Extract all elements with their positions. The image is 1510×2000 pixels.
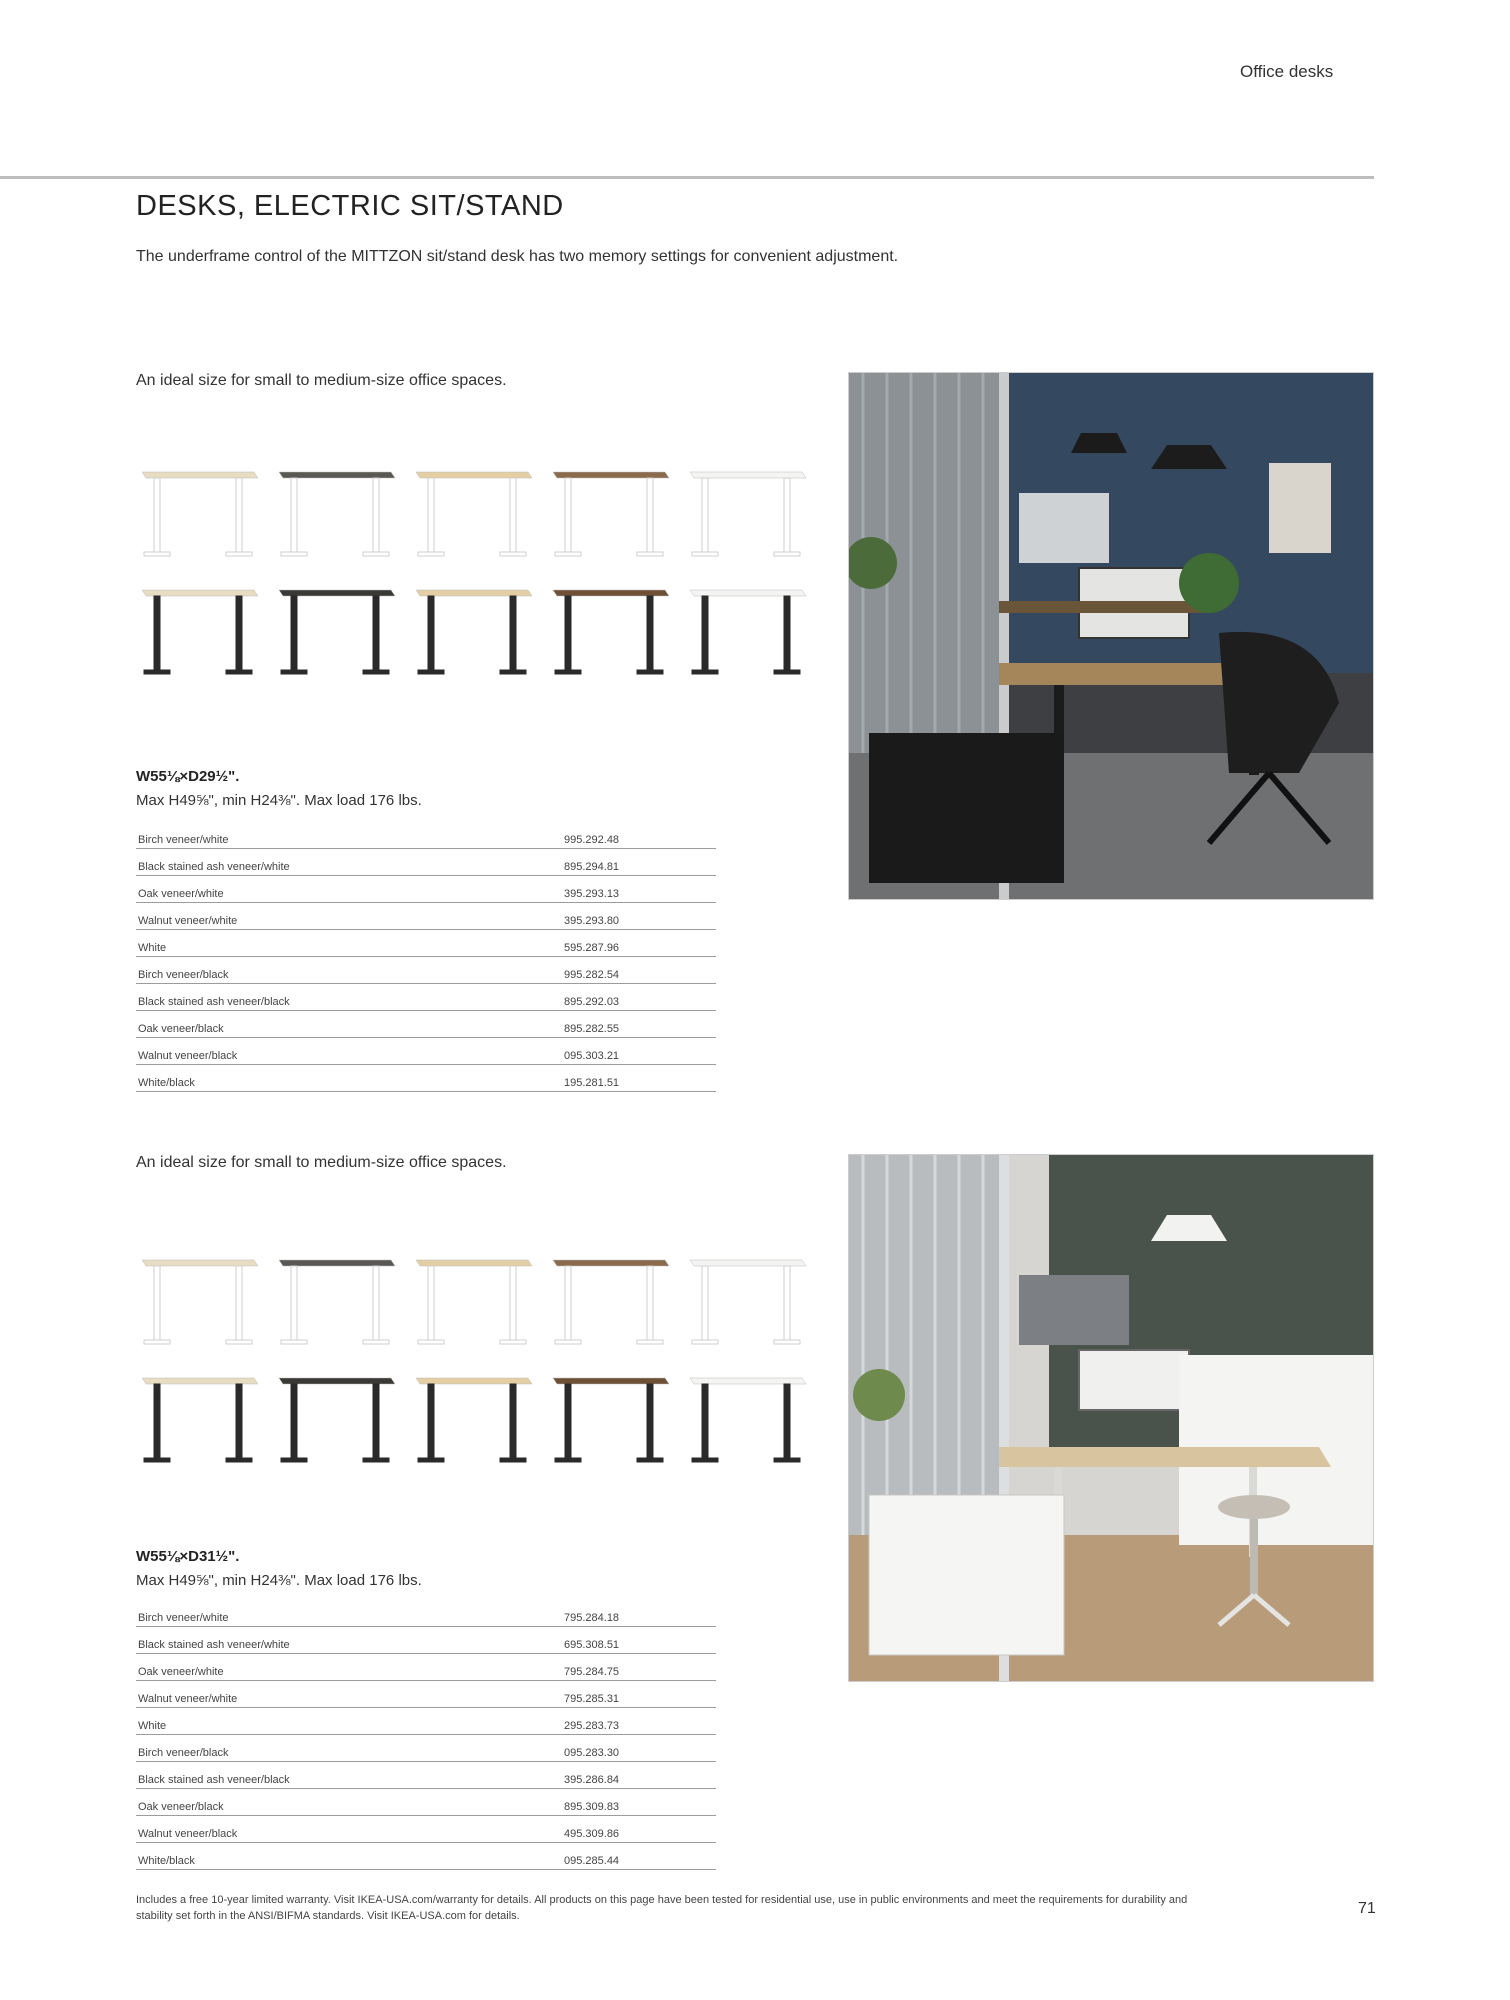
table-row (136, 1038, 716, 1065)
finish-name: Birch veneer/black (136, 1735, 324, 1762)
table-row (136, 984, 716, 1011)
finish-name: Black stained ash veneer/black (136, 1762, 324, 1789)
block-2-dimensions: W55⅛×D31½". (136, 1548, 240, 1565)
finish-name: Oak veneer/black (136, 1789, 324, 1816)
table-row (136, 1681, 716, 1708)
finish-name: Birch veneer/black (136, 957, 324, 984)
finish-name: Walnut veneer/white (136, 903, 324, 930)
desk-thumbnail-9 (547, 580, 674, 680)
article-number: 595.287.96 (324, 930, 716, 957)
finish-name: Oak veneer/white (136, 876, 324, 903)
desk-variant-grid-2 (136, 1250, 811, 1468)
desk-thumbnail-5 (684, 462, 811, 562)
header-rule (0, 176, 1374, 179)
finish-name: White (136, 930, 324, 957)
table-row (136, 1762, 716, 1789)
block-1-specs: Max H49⅝", min H24⅜". Max load 176 lbs. (136, 792, 422, 809)
table-row (136, 1627, 716, 1654)
article-number: 095.303.21 (324, 1038, 716, 1065)
desk-thumbnail-8 (410, 1368, 537, 1468)
desk-variant-grid-1 (136, 462, 811, 680)
article-number: 095.285.44 (324, 1843, 716, 1870)
page-intro: The underframe control of the MITTZON sit/stand desk has two memory settings for convenient adjustment. (136, 248, 899, 265)
desk-thumbnail-10 (684, 580, 811, 680)
desk-thumbnail-2 (273, 1250, 400, 1350)
table-row (136, 930, 716, 957)
finish-name: Black stained ash veneer/white (136, 849, 324, 876)
office-scene-dark-image (848, 372, 1374, 900)
article-number: 095.283.30 (324, 1735, 716, 1762)
section-label: Office desks (1240, 62, 1334, 81)
desk-thumbnail-1 (136, 462, 263, 562)
desk-thumbnail-5 (684, 1250, 811, 1350)
article-number: 995.282.54 (324, 957, 716, 984)
finish-name: Walnut veneer/black (136, 1816, 324, 1843)
finish-name: White (136, 1708, 324, 1735)
desk-thumbnail-6 (136, 580, 263, 680)
finish-name: Walnut veneer/white (136, 1681, 324, 1708)
article-number: 495.309.86 (324, 1816, 716, 1843)
article-number: 795.284.18 (324, 1600, 716, 1627)
table-row (136, 903, 716, 930)
page-title: DESKS, ELECTRIC SIT/STAND (136, 190, 564, 222)
finish-name: White/black (136, 1065, 324, 1092)
desk-thumbnail-7 (273, 580, 400, 680)
table-row (136, 1011, 716, 1038)
table-row (136, 1708, 716, 1735)
article-number: 795.284.75 (324, 1654, 716, 1681)
page-number: 71 (1358, 1900, 1376, 1917)
desk-thumbnail-4 (547, 1250, 674, 1350)
finish-name: Black stained ash veneer/white (136, 1627, 324, 1654)
table-row (136, 957, 716, 984)
article-number: 995.292.48 (324, 822, 716, 849)
block-2-specs: Max H49⅝", min H24⅜". Max load 176 lbs. (136, 1572, 422, 1589)
table-row (136, 1600, 716, 1627)
finish-name: Oak veneer/white (136, 1654, 324, 1681)
table-row (136, 1735, 716, 1762)
finish-name: White/black (136, 1843, 324, 1870)
table-row (136, 1065, 716, 1092)
block-2-product-table (136, 1600, 716, 1870)
article-number: 395.286.84 (324, 1762, 716, 1789)
block-1-intro: An ideal size for small to medium-size office spaces. (136, 372, 507, 389)
table-row (136, 1816, 716, 1843)
article-number: 795.285.31 (324, 1681, 716, 1708)
desk-thumbnail-3 (410, 462, 537, 562)
article-number: 895.282.55 (324, 1011, 716, 1038)
article-number: 695.308.51 (324, 1627, 716, 1654)
article-number: 295.283.73 (324, 1708, 716, 1735)
block-2-intro: An ideal size for small to medium-size office spaces. (136, 1154, 507, 1171)
desk-thumbnail-7 (273, 1368, 400, 1468)
desk-thumbnail-4 (547, 462, 674, 562)
article-number: 895.309.83 (324, 1789, 716, 1816)
office-scene-light-image (848, 1154, 1374, 1682)
desk-thumbnail-9 (547, 1368, 674, 1468)
table-row (136, 1789, 716, 1816)
desk-thumbnail-2 (273, 462, 400, 562)
desk-thumbnail-10 (684, 1368, 811, 1468)
finish-name: Birch veneer/white (136, 822, 324, 849)
table-row (136, 1843, 716, 1870)
article-number: 395.293.80 (324, 903, 716, 930)
article-number: 895.292.03 (324, 984, 716, 1011)
desk-thumbnail-3 (410, 1250, 537, 1350)
block-1-product-table (136, 822, 716, 1092)
footnote: Includes a free 10-year limited warranty. Visit IKEA-USA.com/warranty for details. All products on this page have been tested for residential use, use in public environments and meet the requirements for durability and stability set forth in the ANSI/BIFMA standards. Visit IKEA-USA.com for details. (136, 1894, 1188, 1922)
table-row (136, 849, 716, 876)
table-row (136, 822, 716, 849)
finish-name: Oak veneer/black (136, 1011, 324, 1038)
desk-thumbnail-8 (410, 580, 537, 680)
table-row (136, 1654, 716, 1681)
desk-thumbnail-1 (136, 1250, 263, 1350)
desk-thumbnail-6 (136, 1368, 263, 1468)
block-1-dimensions: W55⅛×D29½". (136, 768, 240, 785)
table-row (136, 876, 716, 903)
article-number: 895.294.81 (324, 849, 716, 876)
article-number: 195.281.51 (324, 1065, 716, 1092)
article-number: 395.293.13 (324, 876, 716, 903)
finish-name: Birch veneer/white (136, 1600, 324, 1627)
finish-name: Walnut veneer/black (136, 1038, 324, 1065)
finish-name: Black stained ash veneer/black (136, 984, 324, 1011)
